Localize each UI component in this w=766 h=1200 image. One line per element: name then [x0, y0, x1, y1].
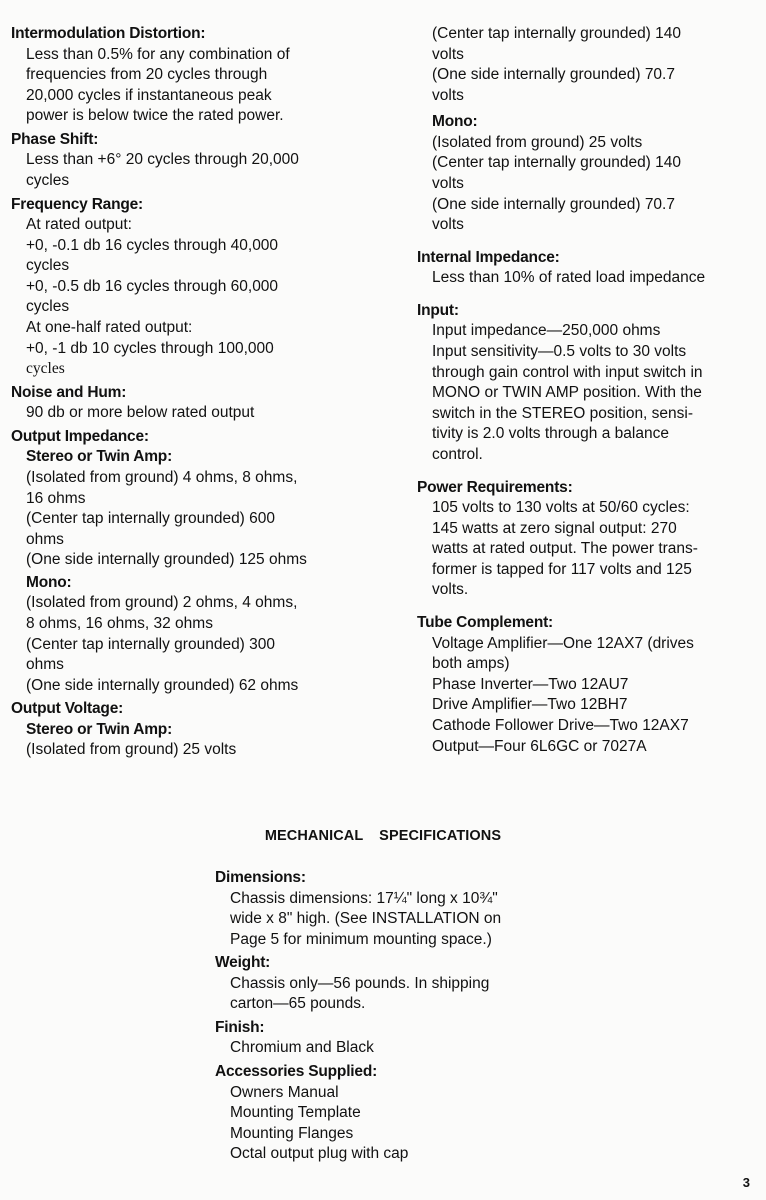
text-line: wide x 8" high. (See INSTALLATION on [230, 910, 502, 928]
text-line: (Isolated from ground) 4 ohms, 8 ohms, [26, 468, 298, 486]
text-line: volts [432, 216, 464, 234]
text-line: Octal output plug with cap [230, 1145, 409, 1163]
page-number: 3 [742, 1175, 750, 1190]
input-heading: Input: [417, 301, 459, 319]
text-line: power is below twice the rated power. [26, 107, 284, 125]
text-line: 16 ohms [26, 489, 86, 507]
text-line: (Center tap internally grounded) 140 [432, 25, 682, 42]
text-line: Chassis only—56 pounds. In shipping [230, 974, 490, 992]
text-line: ohms [26, 530, 64, 548]
text-line: 105 volts to 130 volts at 50/60 cycles: [432, 499, 690, 517]
text-line: Less than 0.5% for any combination of [26, 45, 290, 63]
text-line: (Isolated from ground) 2 ohms, 4 ohms, [26, 594, 298, 612]
text-line: cycles [26, 360, 65, 378]
text-line: Input sensitivity—0.5 volts to 30 volts [432, 343, 687, 361]
text-line: Drive Amplifier—Two 12BH7 [432, 696, 628, 714]
text-line: volts. [432, 581, 469, 599]
text-line: 145 watts at zero signal output: 270 [432, 519, 677, 537]
text-line: At one-half rated output: [26, 319, 193, 337]
text-line: (One side internally grounded) 125 ohms [26, 551, 307, 569]
weight-heading: Weight: [215, 954, 271, 972]
text-line: +0, -0.5 db 16 cycles through 60,000 [26, 277, 279, 295]
text-line: Less than +6° 20 cycles through 20,000 [26, 151, 299, 169]
phase-heading: Phase Shift: [11, 130, 99, 148]
left-column [11, 24, 344, 764]
text-line: Cathode Follower Drive—Two 12AX7 [432, 716, 689, 734]
output-voltage-section [11, 699, 344, 761]
text-line: Mounting Flanges [230, 1124, 354, 1142]
right-column [417, 24, 753, 757]
weight-section [215, 953, 550, 1015]
text-line: Page 5 for minimum mounting space.) [230, 930, 492, 948]
text-line: volts [432, 45, 464, 63]
dimensions-section [215, 868, 550, 950]
mechanical-title: MECHANICAL SPECIFICATIONS [264, 828, 502, 844]
text-line: both amps) [432, 655, 510, 673]
stereo-subheading: Stereo or Twin Amp: [26, 448, 173, 466]
text-line: through gain control with input switch in [432, 363, 703, 381]
text-line: frequencies from 20 cycles through [26, 66, 268, 84]
text-line: 90 db or more below rated output [26, 404, 255, 422]
text-line: Input impedance—250,000 ohms [432, 322, 661, 340]
power-requirements-section [417, 478, 753, 601]
output-impedance-section [11, 427, 344, 696]
text-line: (Center tap internally grounded) 140 [432, 154, 682, 172]
text-line: watts at rated output. The power trans- [432, 540, 698, 558]
text-line: Voltage Amplifier—One 12AX7 (drives [432, 634, 694, 652]
text-line: At rated output: [26, 216, 132, 234]
power-requirements-heading: Power Requirements: [417, 478, 573, 496]
internal-impedance-section [417, 248, 753, 289]
text-line: (One side internally grounded) 70.7 [432, 195, 675, 213]
text-line: tivity is 2.0 volts through a balance [432, 425, 669, 443]
intermod-section [11, 24, 344, 127]
text-line: cycles [26, 171, 70, 189]
output-voltage-continued [417, 24, 753, 236]
text-line: cycles [26, 257, 70, 275]
text-line: (One side internally grounded) 62 ohms [26, 676, 299, 694]
tube-complement-section [417, 613, 753, 757]
text-line: Less than 10% of rated load impedance [432, 269, 706, 287]
input-section [417, 301, 753, 466]
text-line: carton—65 pounds. [230, 995, 366, 1013]
finish-heading: Finish: [215, 1018, 265, 1036]
text-line: (Isolated from ground) 25 volts [432, 133, 643, 151]
text-line: Phase Inverter—Two 12AU7 [432, 675, 629, 693]
text-line: Chromium and Black [230, 1039, 374, 1057]
text-line: (Center tap internally grounded) 300 [26, 635, 276, 653]
text-line: (Center tap internally grounded) 600 [26, 510, 276, 528]
accessories-heading: Accessories Supplied: [215, 1063, 378, 1081]
mono-subheading: Mono: [26, 573, 72, 591]
text-line: Output—Four 6L6GC or 7027A [432, 737, 647, 755]
text-line: cycles [26, 298, 70, 316]
stereo-subheading: Stereo or Twin Amp: [26, 720, 173, 738]
mono-subheading: Mono: [432, 113, 478, 131]
text-line: Owners Manual [230, 1083, 339, 1101]
text-line: control. [432, 446, 483, 463]
text-line: former is tapped for 117 volts and 125 [432, 560, 692, 578]
text-line: switch in the STEREO position, sensi- [432, 404, 694, 422]
dimensions-heading: Dimensions: [215, 869, 306, 886]
accessories-section [215, 1062, 550, 1165]
intermod-heading: Intermodulation Distortion: [11, 25, 206, 42]
finish-section [215, 1018, 550, 1059]
phase-section [11, 130, 344, 192]
tube-complement-heading: Tube Complement: [417, 614, 554, 632]
freq-heading: Frequency Range: [11, 195, 144, 213]
text-line: +0, -1 db 10 cycles through 100,000 [26, 339, 274, 357]
noise-heading: Noise and Hum: [11, 383, 127, 401]
text-line: (One side internally grounded) 70.7 [432, 66, 675, 84]
output-voltage-heading: Output Voltage: [11, 700, 124, 718]
mechanical-section [215, 868, 550, 1168]
text-line: +0, -0.1 db 16 cycles through 40,000 [26, 236, 279, 254]
text-line: volts [432, 86, 464, 104]
noise-section [11, 383, 344, 424]
text-line: ohms [26, 656, 64, 674]
text-line: Mounting Template [230, 1104, 361, 1122]
freq-section [11, 195, 344, 380]
internal-impedance-heading: Internal Impedance: [417, 248, 560, 266]
text-line: (Isolated from ground) 25 volts [26, 741, 237, 759]
text-line: 8 ohms, 16 ohms, 32 ohms [26, 614, 213, 632]
text-line: 20,000 cycles if instantaneous peak [26, 86, 272, 104]
text-line: volts [432, 175, 464, 193]
text-line: MONO or TWIN AMP position. With the [432, 384, 702, 402]
text-line: Chassis dimensions: 17¼" long x 10¾" [230, 889, 498, 907]
output-impedance-heading: Output Impedance: [11, 427, 149, 445]
